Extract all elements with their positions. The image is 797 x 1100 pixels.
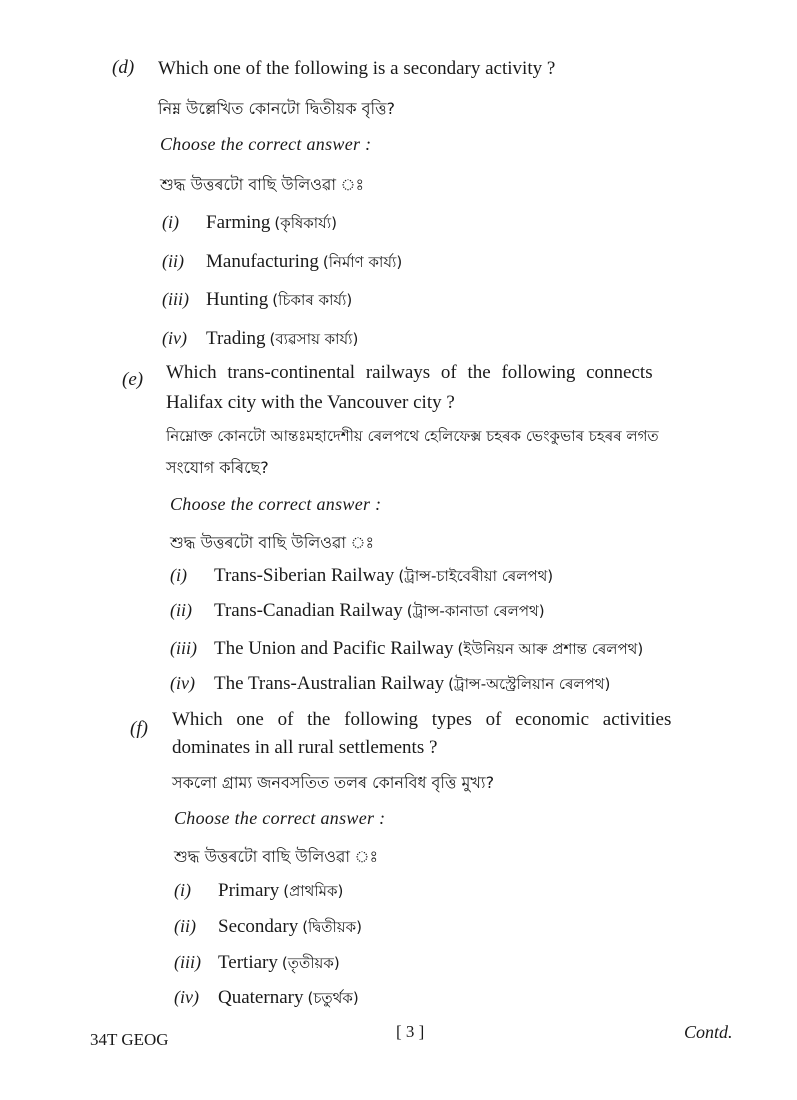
question-e-text-bn-1: নিম্নোক্ত কোনটো আন্তঃমহাদেশীয় ৰেলপথে হেলিফেক্স চহৰক ভেংকুভাৰ চহৰৰ লগত	[166, 427, 659, 445]
question-f-text-en-1: Which one of the following types of economic activities	[172, 709, 672, 730]
option-d-iii: (iii) Hunting (চিকাৰ কাৰ্য্য)	[162, 289, 353, 310]
option-f-i: (i) Primary (প্ৰাথমিক)	[174, 880, 344, 901]
option-e-iv: (iv) The Trans-Australian Railway (ট্ৰান্স-অস্ট্ৰেলিয়ান ৰেলপথ)	[170, 673, 611, 694]
question-d-text-bn: নিম্ন উল্লেখিত কোনটো দ্বিতীয়ক বৃত্তি?	[158, 99, 396, 118]
option-d-i: (i) Farming (কৃষিকাৰ্য্য)	[162, 212, 337, 233]
question-f-text-en-2: dominates in all rural settlements ?	[172, 737, 438, 758]
question-e-text-en-2: Halifax city with the Vancouver city ?	[166, 392, 455, 413]
question-f-choose-en: Choose the correct answer :	[174, 808, 386, 828]
question-f-label: (f)	[130, 718, 148, 739]
question-e-choose-bn: শুদ্ধ উত্তৰটো বাছি উলিওৱা ঃ	[170, 533, 374, 552]
question-d-label: (d)	[112, 57, 135, 78]
option-f-ii: (ii) Secondary (দ্বিতীয়ক)	[174, 916, 362, 937]
question-f-choose-bn: শুদ্ধ উত্তৰটো বাছি উলিওৱা ঃ	[174, 847, 378, 866]
question-d-choose-en: Choose the correct answer :	[160, 134, 372, 154]
option-d-ii: (ii) Manufacturing (নিৰ্মাণ কাৰ্য্য)	[162, 251, 403, 272]
option-e-iii: (iii) The Union and Pacific Railway (ইউনিয়ন আৰু প্ৰশান্ত ৰেলপথ)	[170, 638, 644, 659]
question-e-choose-en: Choose the correct answer :	[170, 494, 382, 514]
question-f-text-bn: সকলো গ্ৰাম্য জনবসতিত তলৰ কোনবিধ বৃত্তি মুখ্য?	[172, 773, 495, 792]
question-d-text-en: Which one of the following is a secondary activity ?	[158, 58, 556, 79]
question-e-label: (e)	[122, 369, 144, 390]
question-d-choose-bn: শুদ্ধ উত্তৰটো বাছি উলিওৱা ঃ	[160, 175, 364, 194]
question-e-text-en-1: Which trans-continental railways of the following connects	[166, 362, 653, 383]
option-f-iv: (iv) Quaternary (চতুৰ্থক)	[174, 987, 359, 1008]
option-e-i: (i) Trans-Siberian Railway (ট্ৰান্স-চাইবেৰীয়া ৰেলপথ)	[170, 565, 554, 586]
option-e-ii: (ii) Trans-Canadian Railway (ট্ৰান্স-কানাডা ৰেলপথ)	[170, 600, 545, 621]
footer-page-number: [ 3 ]	[396, 1022, 425, 1041]
footer-contd: Contd.	[684, 1022, 733, 1042]
option-d-iv: (iv) Trading (ব্যৱসায় কাৰ্য্য)	[162, 328, 359, 349]
option-f-iii: (iii) Tertiary (তৃতীয়ক)	[174, 952, 340, 973]
question-e-text-bn-2: সংযোগ কৰিছে?	[166, 458, 269, 477]
footer-code: 34T GEOG	[90, 1030, 169, 1049]
